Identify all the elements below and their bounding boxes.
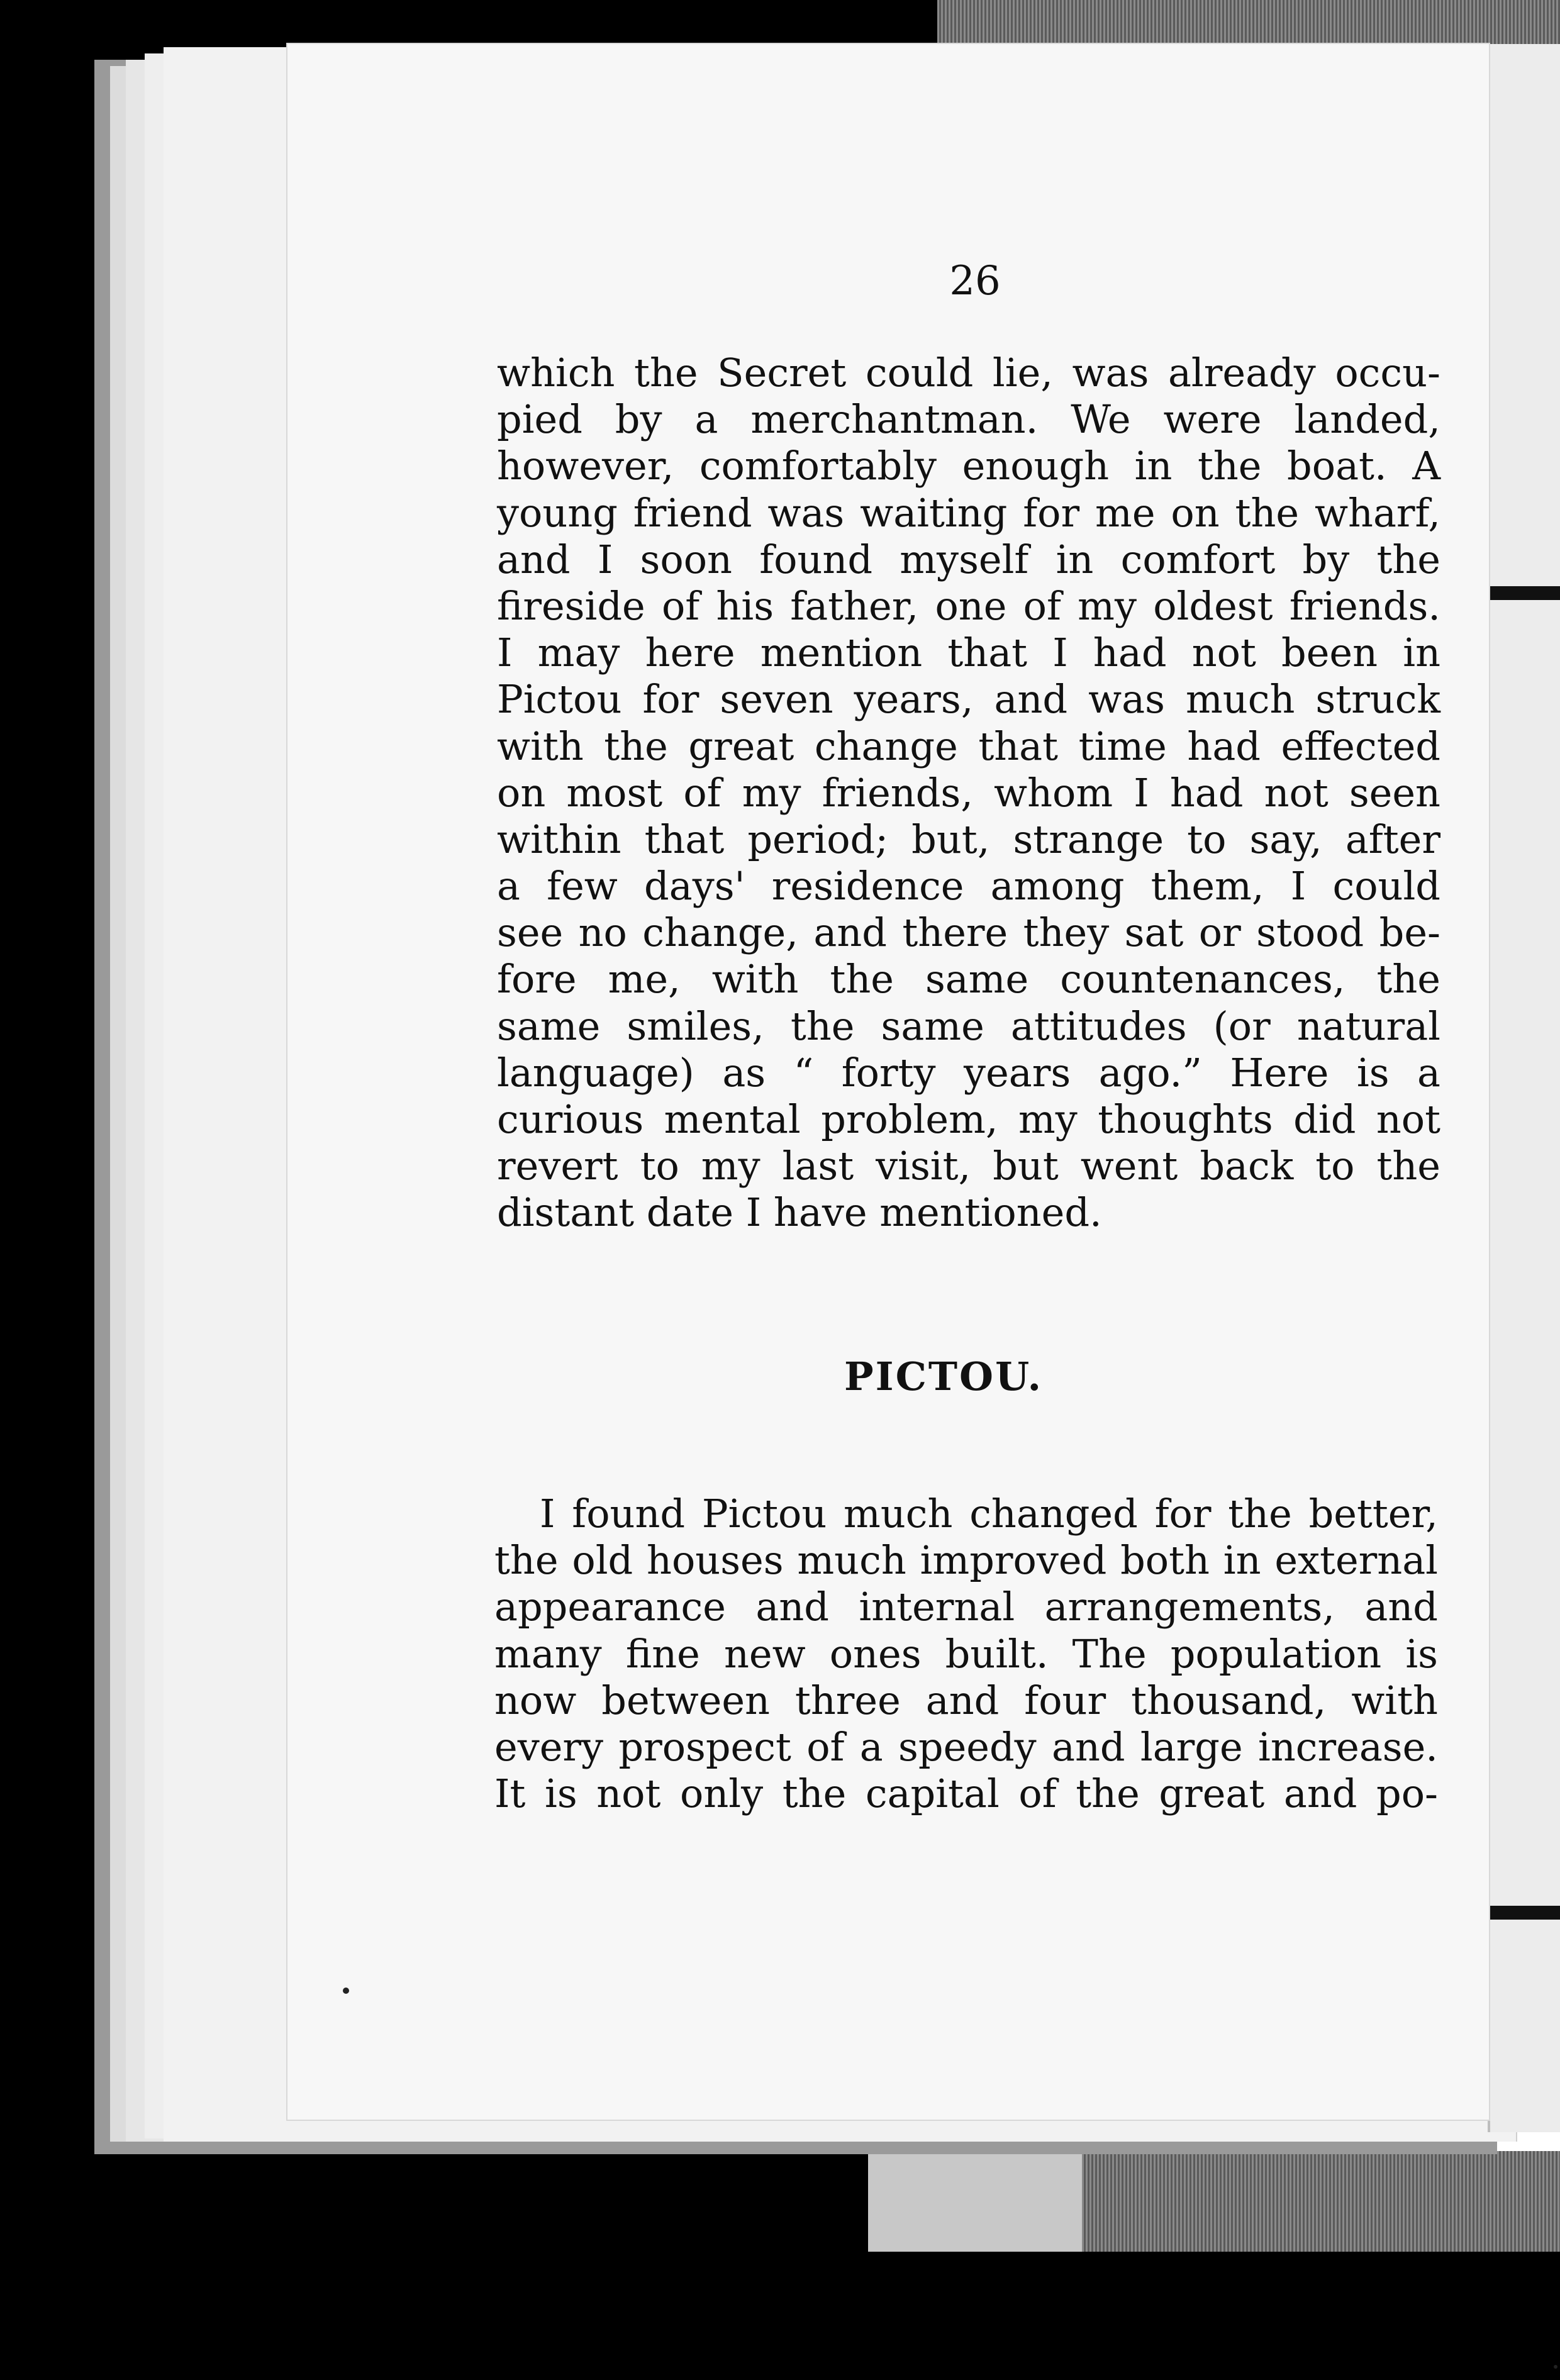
text-line: a few days' residence among them, I could (497, 863, 1440, 909)
text-line: now between three and four thousand, with (494, 1677, 1438, 1723)
facing-page-edge (1488, 44, 1560, 2132)
text-line: every prospect of a speedy and large increase. (494, 1723, 1438, 1770)
text-line: fireside of his father, one of my oldest friends. (497, 582, 1440, 629)
text-line: curious mental problem, my thoughts did not (497, 1096, 1440, 1142)
text-line: however, comfortably enough in the boat. A (497, 443, 1440, 489)
bottom-paper-slip (868, 2151, 1082, 2252)
text-line: which the Secret could lie, was already occu- (497, 350, 1440, 396)
text-line: appearance and internal arrangements, and (494, 1584, 1438, 1630)
section-heading: PICTOU. (844, 1354, 1044, 1399)
text-line: within that period; but, strange to say, after (497, 816, 1440, 862)
text-line: revert to my last visit, but went back to the (497, 1143, 1440, 1189)
margin-tab-mark (1485, 586, 1560, 600)
text-line: language) as “ forty years ago.” Here is a (497, 1049, 1440, 1096)
text-line: distant date I have mentioned. (497, 1189, 1102, 1236)
text-line: with the great change that time had effected (497, 723, 1440, 769)
text-line: I found Pictou much changed for the better, (540, 1491, 1438, 1537)
margin-tab-mark (1485, 1906, 1560, 1920)
text-line: It is not only the capital of the great and po- (494, 1771, 1438, 1817)
text-line: Pictou for seven years, and was much struck (497, 676, 1440, 723)
text-line: young friend was waiting for me on the wharf, (497, 489, 1440, 536)
text-line: the old houses much improved both in external (494, 1537, 1438, 1584)
text-line: many fine new ones built. The population is (494, 1630, 1438, 1677)
text-line: pied by a merchantman. We were landed, (497, 396, 1440, 443)
scan-background-left (0, 0, 94, 2380)
text-line: and I soon found myself in comfort by the (497, 536, 1440, 582)
cloth-swatch-bottom (1082, 2151, 1560, 2252)
speck (343, 1988, 349, 1994)
text-line: fore me, with the same countenances, the (497, 956, 1440, 1003)
paragraph-2 (494, 1491, 1438, 1817)
cloth-swatch-top (937, 0, 1560, 44)
text-line: on most of my friends, whom I had not seen (497, 769, 1440, 816)
text-line: see no change, and there they sat or stood be- (497, 909, 1440, 956)
text-line: same smiles, the same attitudes (or natural (497, 1003, 1440, 1049)
paragraph-1 (497, 350, 1440, 1237)
page-number: 26 (949, 258, 1001, 304)
speck (1554, 2365, 1557, 2369)
text-line: I may here mention that I had not been in (497, 630, 1440, 676)
